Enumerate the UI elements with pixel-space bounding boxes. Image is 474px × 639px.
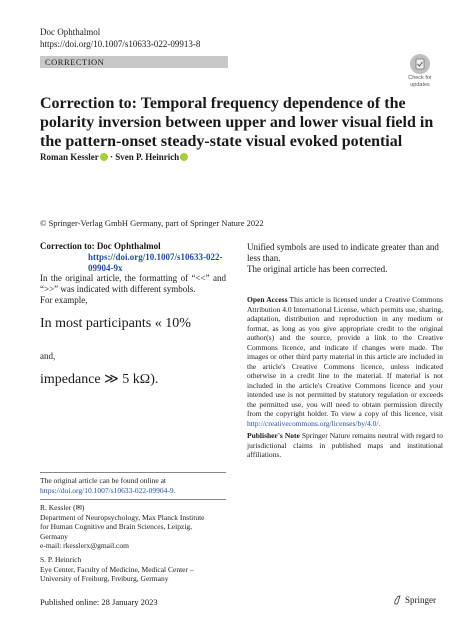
affil1-name: R. Kessler (✉) <box>40 503 85 512</box>
author-kessler[interactable]: Roman Kessler <box>40 152 99 162</box>
author-heinrich[interactable]: Sven P. Heinrich <box>115 152 180 162</box>
formula-1: In most participants « 10% <box>40 316 191 331</box>
affil2-line-1: University of Freiburg, Freiburg, Germany <box>40 574 169 583</box>
publisher-note-label: Publisher's Note <box>247 431 300 440</box>
affiliation-heinrich <box>40 555 226 584</box>
and-text: and, <box>40 351 56 361</box>
footnote-rule <box>40 472 226 473</box>
right-para-1: Unified symbols are used to indicate greater than and less than. <box>247 242 439 263</box>
affil1-line-2: Germany <box>40 531 68 541</box>
affil1-line-1: for Human Cognitive and Brain Sciences, Leipzig, <box>40 522 193 531</box>
affiliation-kessler <box>40 503 226 551</box>
open-access-text: This article is licensed under a Creative Commons Attribution 4.0 International License, which permits use, sharing, adaptation, distribution and reproduction in any medium or format, as long as you give appropriate credit to the original author(s) and the source, provide a link to the Creative Commons licence, and indicate if changes were made. The images or other third party material in this article are included in the article's Creative Commons licence, unless indicated otherwise in a credit line to the material. If material is not included in the article's Creative Commons licence and your intended use is not permitted by statutory regulation or exceeds the permitted use, you will need to obtain permission directly from the copyright holder. To view a copy of this licence, visit <box>247 295 443 418</box>
open-access-notice <box>247 295 443 428</box>
correction-label: Correction to: Doc Ophthalmol <box>40 241 161 251</box>
journal-header <box>40 26 200 50</box>
affil2-line-0: Eye Center, Faculty of Medicine, Medical Center – <box>40 564 194 574</box>
copyright-line: © Springer-Verlag GmbH Germany, part of Springer Nature 2022 <box>40 218 264 228</box>
footnote <box>40 476 226 495</box>
footnote-link[interactable]: https://doi.org/10.1007/s10633-022-09904-9. <box>40 485 176 495</box>
author-list <box>40 152 188 162</box>
affil1-email[interactable]: e-mail: rkesslerx@gmail.com <box>40 541 129 550</box>
published-date: Published online: 28 January 2023 <box>40 597 158 607</box>
affil2-name: S. P. Heinrich <box>40 555 82 564</box>
right-para-2: The original article has been corrected. <box>247 264 388 274</box>
footnote-text: The original article can be found online at <box>40 476 166 485</box>
affil1-line-0: Department of Neuropsychology, Max Planck Institute <box>40 512 205 522</box>
check-label-2: updates <box>410 82 430 88</box>
springer-horse-icon <box>393 595 402 605</box>
section-banner: CORRECTION <box>40 56 228 68</box>
springer-name: Springer <box>405 595 436 605</box>
left-para-1: In the original article, the formatting of “<<” and “>>” was indicated with different symbols. <box>40 273 226 294</box>
formula-2: impedance ≫ 5 kΩ). <box>40 372 159 387</box>
check-for-updates-badge[interactable] <box>404 54 436 88</box>
left-para-2: For example, <box>40 295 88 305</box>
article-doi[interactable]: https://doi.org/10.1007/s10633-022-09913-8 <box>40 39 201 49</box>
correction-doi-link[interactable]: https://doi.org/10.1007/s10633-022-09904-9x <box>88 252 223 273</box>
check-label-1: Check for <box>408 75 432 81</box>
check-updates-icon <box>410 54 430 74</box>
license-link[interactable]: http://creativecommons.org/licenses/by/4.0/. <box>247 418 381 428</box>
publisher-note <box>247 431 443 460</box>
article-title: Correction to: Temporal frequency dependence of the polarity inversion between upper and lower visual field in the pattern-onset steady-state visual evoked potential <box>40 95 434 150</box>
affiliation-rule <box>40 499 226 500</box>
journal-name: Doc Ophthalmol <box>40 27 101 37</box>
springer-logo <box>393 595 436 605</box>
orcid-icon[interactable] <box>180 153 188 161</box>
open-access-label: Open Access <box>247 295 288 304</box>
orcid-icon[interactable] <box>100 153 108 161</box>
publisher-note-text: Springer Nature remains neutral with regard to jurisdictional claims in published maps and institutional affiliations. <box>247 431 444 459</box>
author-separator: · <box>110 152 114 162</box>
